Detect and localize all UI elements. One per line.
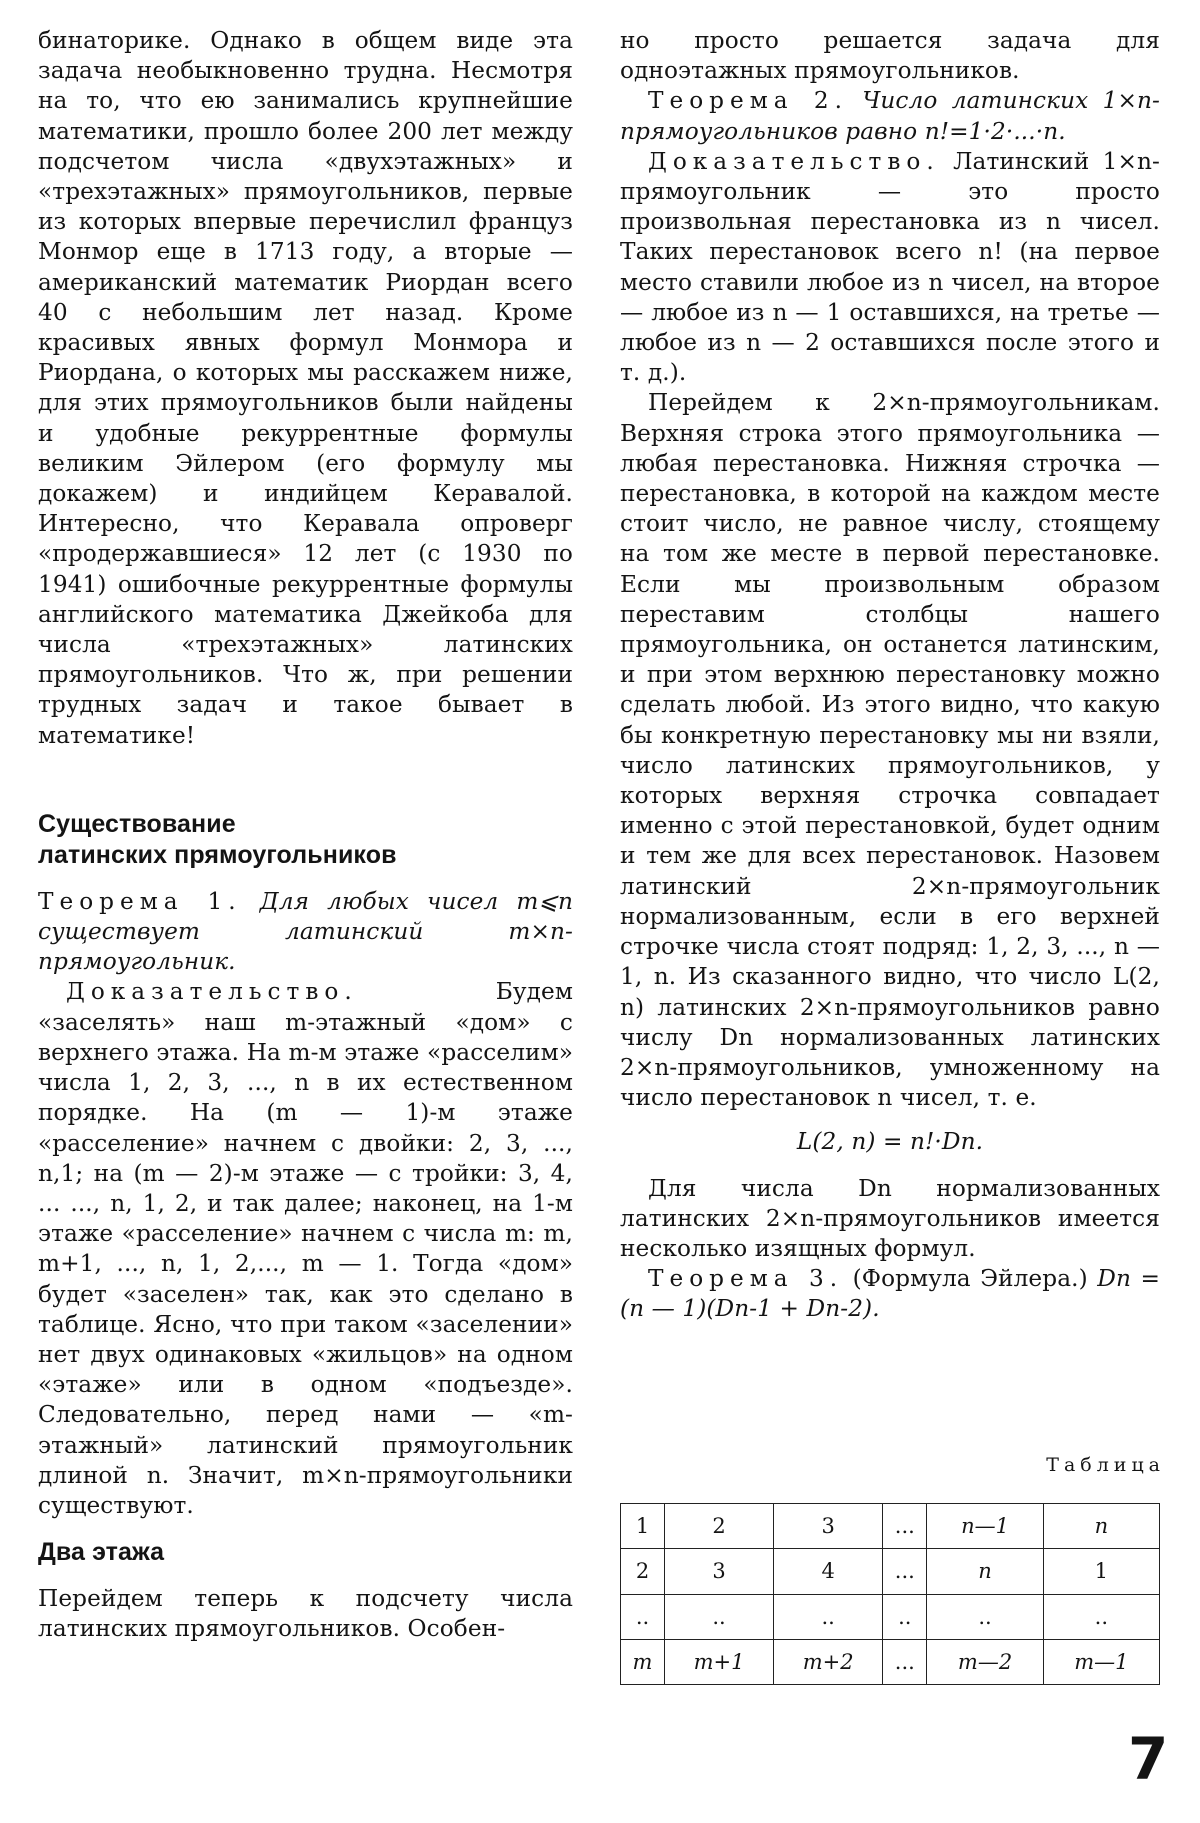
formula-L: L(2, n) = n!·Dn. bbox=[796, 1128, 984, 1156]
proof-2-label: Доказательство. bbox=[648, 147, 940, 175]
proof-2-text: Латинский 1×n-прямоугольник — это просто произвольная перестановка из n чисел. Таких перестановок всего n! (на первое место ставили любое из n чисел, на второе — любое из n — 1 оставшихся, на третье — любое из n — 2 оставшихся после этого и т. д.). bbox=[620, 147, 1160, 387]
table-cell: 1 bbox=[621, 1504, 665, 1549]
proof-1 bbox=[38, 977, 573, 1521]
table-cell: n bbox=[1043, 1504, 1159, 1549]
heading-line-1: Существование bbox=[38, 809, 236, 838]
paragraph-dn: Для числа Dn нормализованных латинских 2×n-прямоугольников имеется несколько изящных формул. bbox=[620, 1174, 1160, 1262]
table-cell: .. bbox=[1043, 1594, 1159, 1639]
table-cell: 3 bbox=[774, 1504, 883, 1549]
theorem-3-label: Теорема 3. bbox=[648, 1265, 844, 1293]
latin-rectangle-table bbox=[620, 1503, 1160, 1685]
table-cell: 3 bbox=[665, 1549, 774, 1594]
table-cell: ... bbox=[883, 1549, 927, 1594]
section-heading-existence bbox=[38, 809, 573, 871]
table-cell: .. bbox=[927, 1594, 1043, 1639]
table-cell: .. bbox=[774, 1594, 883, 1639]
intro-paragraph: бинаторике. Однако в общем виде эта задача необыкновенно трудна. Несмотря на то, что ею занимались крупнейшие математики, прошло более 200 лет между подсчетом числа «двухэтажных» и «трехэтажных» прямоугольников, первые из которых впервые перечислил француз Монмор еще в 1713 году, а вторые — американский математик Риордан всего 40 с небольшим лет назад. Кроме красивых явных формул Монмора и Риордана, о которых мы расскажем ниже, для этих прямоугольников были найдены и удобные рекуррентные формулы великим Эйлером (его формулу мы докажем) и индийцем Керавалой. Интересно, что Керавала опроверг «продержавшиеся» 12 лет (с 1930 по 1941) ошибочные рекуррентные формулы английского математика Джейкоба для числа «трехэтажных» латинских прямоугольников. Что ж, при решении трудных задач и такое бывает в математике! bbox=[38, 27, 573, 749]
table-caption: Таблица bbox=[1046, 1454, 1165, 1476]
theorem-2-text: Число латинских 1×n-прямоугольников равно bbox=[620, 87, 1160, 145]
theorem-3 bbox=[620, 1264, 1160, 1324]
table-cell: .. bbox=[665, 1594, 774, 1639]
theorem-3-formula: Dn = (n — 1)(Dn-1 + Dn-2). bbox=[620, 1265, 1160, 1323]
left-column bbox=[38, 26, 573, 1645]
table-row bbox=[621, 1639, 1160, 1684]
table-cell: 1 bbox=[1043, 1549, 1159, 1594]
table-row bbox=[621, 1594, 1160, 1639]
proof-2 bbox=[620, 147, 1160, 389]
table-cell: .. bbox=[883, 1594, 927, 1639]
table-cell: n—1 bbox=[927, 1504, 1043, 1549]
continuation-paragraph: но просто решается задача для одноэтажных прямоугольников. bbox=[620, 27, 1160, 85]
table-cell: n bbox=[927, 1549, 1043, 1594]
proof-1-text: Будем «заселять» наш m-этажный «дом» с верхнего этажа. На m-м этаже «расселим» числа 1, 2, 3, ..., n в их естественном порядке. На (m — 1)-м этаже «расселение» начнем с двойки: 2, 3, ..., n,1; на (m — 2)-м этаже — с тройки: 3, 4, ... ..., n, 1, 2, и так далее; наконец, на 1-м этаже «расселение» начнем с числа m: m, m+1, ..., n, 1, 2,..., m — 1. Тогда «дом» будет «заселен» так, как это сделано в таблице. Ясно, что при таком «заселении» нет двух одинаковых «жильцов» на одном «этаже» или в одном «подъезде». Следовательно, перед нами — «m-этажный» латинский прямоугольник длиной n. Значит, m×n-прямоугольники существуют. bbox=[38, 978, 573, 1519]
table-row bbox=[621, 1504, 1160, 1549]
theorem-1-text: Для любых чисел m⩽n существует латинский m×n-прямоугольник. bbox=[38, 887, 573, 976]
table-cell: ... bbox=[883, 1504, 927, 1549]
table-cell: 2 bbox=[621, 1549, 665, 1594]
proof-1-label: Доказательство. bbox=[66, 978, 358, 1006]
theorem-2-label: Теорема 2. bbox=[648, 87, 848, 115]
table-cell: m+1 bbox=[665, 1639, 774, 1684]
table-cell: m+2 bbox=[774, 1639, 883, 1684]
theorem-1-label: Теорема 1. bbox=[38, 887, 242, 915]
section-heading-two-floors: Два этажа bbox=[38, 1538, 165, 1567]
table-cell: ... bbox=[883, 1639, 927, 1684]
theorem-3-text: (Формула Эйлера.) bbox=[852, 1265, 1088, 1293]
page-number: 7 bbox=[1128, 1725, 1169, 1793]
right-column bbox=[620, 26, 1160, 1325]
table-cell: m—1 bbox=[1043, 1639, 1159, 1684]
table-cell: m bbox=[621, 1639, 665, 1684]
two-floors-paragraph: Перейдем теперь к подсчету числа латинских прямоугольников. Особен- bbox=[38, 1585, 573, 1643]
heading-line-2: латинских прямоугольников bbox=[38, 840, 397, 869]
table-row bbox=[621, 1549, 1160, 1594]
theorem-2 bbox=[620, 86, 1160, 146]
table-cell: 4 bbox=[774, 1549, 883, 1594]
table-cell: m—2 bbox=[927, 1639, 1043, 1684]
table-cell: .. bbox=[621, 1594, 665, 1639]
paragraph-2xn: Перейдем к 2×n-прямоугольникам. Верхняя строка этого прямоугольника — любая перестановка. Нижняя строчка — перестановка, в которой на каждом месте стоит число, не равное числу, стоящему на том же месте в первой перестановке. Если мы произвольным образом переставим столбцы нашего прямоугольника, он останется латинским, и при этом верхнюю перестановку можно сделать любой. Из этого видно, что какую бы конкретную перестановку мы ни взяли, число латинских прямоугольников, у которых верхняя строчка совпадает именно с этой перестановкой, будет одним и тем же для всех перестановок. Назовем латинский 2×n-прямоугольник нормализованным, если в его верхней строчке числа стоят подряд: 1, 2, 3, ..., n — 1, n. Из сказанного видно, что число L(2, n) латинских 2×n-прямоугольников равно числу Dn нормализованных латинских 2×n-прямоугольников, умноженному на число перестановок n чисел, т. е. bbox=[620, 389, 1160, 1112]
theorem-1 bbox=[38, 887, 573, 978]
table-cell: 2 bbox=[665, 1504, 774, 1549]
theorem-2-formula: n!=1·2·...·n. bbox=[924, 117, 1066, 145]
